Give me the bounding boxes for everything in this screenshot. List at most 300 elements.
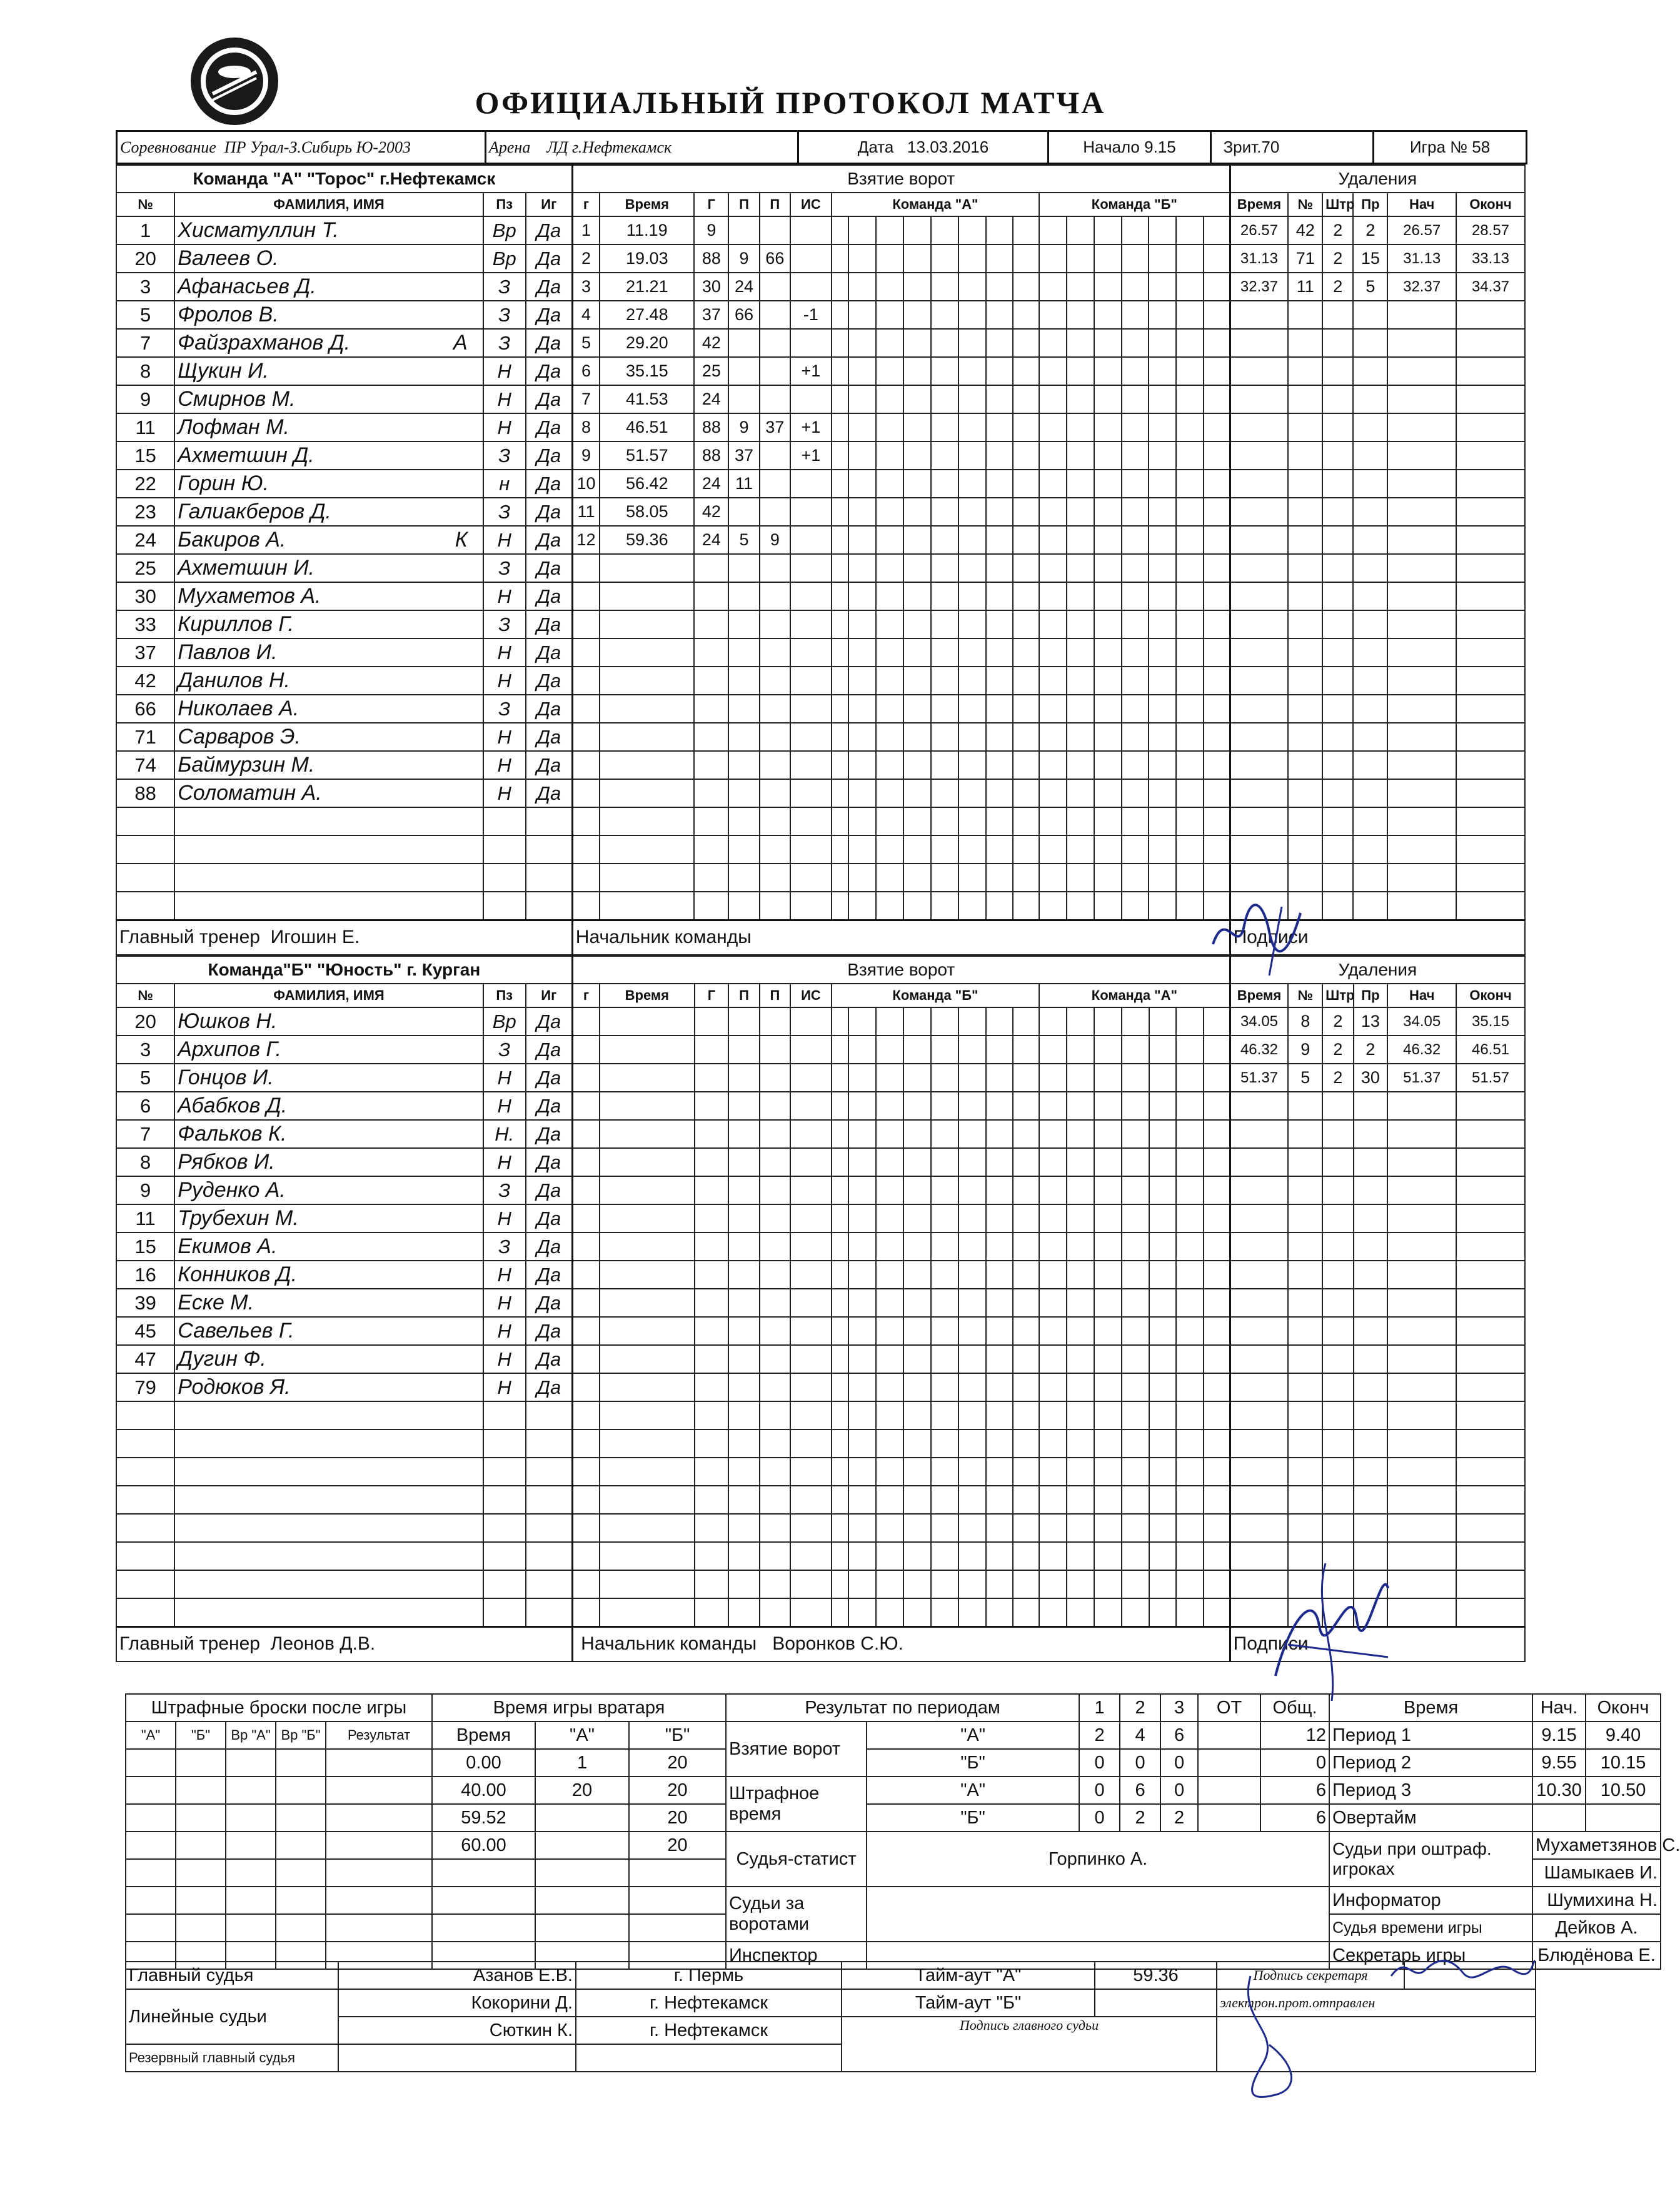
player-number: 66 — [116, 695, 174, 723]
onice-cell — [1122, 835, 1149, 864]
onice-cell — [903, 1570, 931, 1598]
onice-cell — [832, 216, 848, 245]
onice-cell — [1067, 301, 1094, 329]
goal-assist-1 — [728, 554, 759, 582]
penalty-reason: 13 — [1354, 1007, 1388, 1036]
goal-number: 7 — [572, 385, 600, 413]
onice-cell — [1039, 1233, 1067, 1261]
onice-cell — [848, 695, 876, 723]
onice-cell — [832, 751, 848, 779]
onice-cell — [1013, 807, 1039, 835]
onice-cell — [1176, 807, 1204, 835]
onice-cell — [1204, 1148, 1230, 1176]
penalty-start — [1387, 864, 1456, 892]
col-pen-end: Оконч — [1456, 193, 1525, 216]
onice-cell — [1039, 723, 1067, 751]
onice-cell — [848, 751, 876, 779]
player-played: Да — [526, 216, 573, 245]
onice-cell — [903, 441, 931, 470]
player-row — [116, 441, 1525, 470]
col-situation: ИС — [790, 193, 832, 216]
onice-cell — [1013, 1373, 1039, 1401]
onice-cell — [1067, 1401, 1094, 1429]
player-name: Юшков Н. — [174, 1007, 483, 1036]
player-played: Да — [526, 273, 573, 301]
onice-cell — [1204, 1261, 1230, 1289]
team-b-manager: Начальник команды Воронков С.Ю. — [572, 1626, 1230, 1661]
player-row — [116, 498, 1525, 526]
player-number — [116, 1458, 174, 1486]
onice-cell — [848, 1486, 876, 1514]
penalty-time — [1230, 1289, 1288, 1317]
onice-cell — [1204, 864, 1230, 892]
onice-cell — [1122, 470, 1149, 498]
onice-cell — [848, 1345, 876, 1373]
onice-cell — [1149, 1598, 1177, 1626]
goal-time: 58.05 — [600, 498, 694, 526]
col-goal-time: Время — [600, 193, 694, 216]
player-position — [483, 807, 526, 835]
empty-row — [116, 835, 1525, 864]
onice-cell — [1149, 245, 1176, 273]
penalty-minutes — [1322, 1458, 1353, 1486]
goal-situation — [790, 1317, 832, 1345]
penalty-minutes — [1322, 835, 1353, 864]
goal-scorer — [695, 1429, 729, 1458]
player-number — [116, 807, 174, 835]
goal-situation — [790, 385, 832, 413]
player-number: 45 — [116, 1317, 174, 1345]
player-row — [116, 1233, 1525, 1261]
goal-situation — [790, 723, 832, 751]
onice-cell — [1013, 1176, 1039, 1204]
period-end-col: Оконч — [1586, 1694, 1661, 1722]
goal-assist-2 — [760, 1345, 790, 1373]
onice-cell — [1149, 470, 1176, 498]
onice-cell — [1176, 695, 1204, 723]
penalty-player: 42 — [1288, 216, 1322, 245]
goal-scorer: 24 — [694, 385, 728, 413]
onice-cell — [848, 554, 876, 582]
penalty-player: 5 — [1288, 1064, 1322, 1092]
player-position — [483, 892, 526, 920]
onice-cell — [1204, 301, 1230, 329]
goal-scorer — [695, 1317, 729, 1345]
onice-cell — [832, 1514, 848, 1542]
onice-cell — [1067, 1429, 1094, 1458]
player-number: 15 — [116, 441, 174, 470]
onice-cell — [848, 470, 876, 498]
onice-cell — [1204, 1570, 1230, 1598]
onice-cell — [1094, 667, 1122, 695]
onice-cell — [1067, 441, 1094, 470]
onice-cell — [832, 582, 848, 610]
onice-cell — [1122, 695, 1149, 723]
onice-cell — [848, 1204, 876, 1233]
pen-b-ot — [1198, 1804, 1260, 1832]
goal-scorer: 42 — [694, 329, 728, 357]
player-row — [116, 329, 1525, 357]
penalty-player — [1288, 1598, 1322, 1626]
onice-cell — [1122, 273, 1149, 301]
penalty-end — [1456, 1429, 1525, 1458]
onice-cell — [931, 1429, 958, 1458]
onice-cell — [903, 1148, 931, 1176]
goal-situation — [790, 554, 832, 582]
goal-time — [600, 1486, 694, 1514]
onice-cell — [1149, 1401, 1177, 1429]
onice-cell — [1204, 441, 1230, 470]
penalty-player — [1288, 413, 1322, 441]
onice-cell — [958, 1007, 986, 1036]
player-name — [174, 807, 483, 835]
penalty-reason — [1354, 1458, 1388, 1486]
onice-cell — [1122, 413, 1149, 441]
onice-cell — [986, 385, 1014, 413]
onice-cell — [1176, 1120, 1204, 1148]
onice-cell — [876, 1429, 903, 1458]
penalty-time — [1230, 1486, 1288, 1514]
goal-assist-1: 24 — [728, 273, 759, 301]
penalty-end — [1456, 723, 1525, 751]
onice-cell — [1176, 779, 1204, 807]
onice-cell — [1122, 1261, 1149, 1289]
onice-cell — [1122, 1458, 1149, 1486]
onice-cell — [848, 245, 876, 273]
player-name: Баймурзин М. — [174, 751, 483, 779]
onice-cell — [876, 892, 903, 920]
goal-number — [572, 723, 600, 751]
onice-cell — [1122, 1176, 1149, 1204]
onice-cell — [1149, 1120, 1177, 1148]
penalty-time: 34.05 — [1230, 1007, 1288, 1036]
onice-cell — [1094, 216, 1122, 245]
onice-cell — [1013, 301, 1039, 329]
player-row — [116, 1261, 1525, 1289]
onice-cell — [832, 1233, 848, 1261]
player-played: Да — [526, 667, 573, 695]
onice-cell — [1204, 1486, 1230, 1514]
goal-situation: +1 — [790, 441, 832, 470]
pen-a-p1: 0 — [1079, 1777, 1120, 1804]
penalty-end — [1456, 1542, 1525, 1570]
empty-row — [116, 1458, 1525, 1486]
penalty-end — [1456, 1233, 1525, 1261]
goal-time: 27.48 — [600, 301, 694, 329]
onice-cell — [1149, 1570, 1177, 1598]
onice-cell — [1067, 526, 1094, 554]
game-number-cell: Игра № 58 — [1374, 131, 1527, 164]
goal-assist-2 — [760, 751, 790, 779]
goal-situation — [790, 1570, 832, 1598]
onice-cell — [903, 610, 931, 638]
col-goal-n: г — [572, 193, 600, 216]
team-a-roster — [116, 164, 1526, 955]
goal-situation — [790, 1007, 832, 1036]
goal-time — [600, 835, 694, 864]
onice-cell — [848, 1120, 876, 1148]
onice-cell — [931, 301, 958, 329]
referee-signature-box — [1217, 2017, 1536, 2072]
onice-cell — [903, 1345, 931, 1373]
onice-cell — [903, 1542, 931, 1570]
onice-cell — [1176, 1204, 1204, 1233]
goal-scorer: 30 — [694, 273, 728, 301]
onice-cell — [848, 1542, 876, 1570]
onice-cell — [903, 1514, 931, 1542]
onice-cell — [832, 638, 848, 667]
onice-cell — [1094, 470, 1122, 498]
player-played: Да — [526, 751, 573, 779]
goal-number — [572, 1317, 600, 1345]
timekeeper-label: Судья времени игры — [1329, 1914, 1532, 1942]
onice-cell — [1204, 779, 1230, 807]
onice-cell — [1013, 1345, 1039, 1373]
goal-assist-1 — [728, 1289, 759, 1317]
player-position: З — [483, 554, 526, 582]
onice-cell — [1067, 273, 1094, 301]
onice-cell — [903, 1373, 931, 1401]
onice-cell — [832, 301, 848, 329]
penalty-end — [1456, 1092, 1525, 1120]
onice-cell — [848, 1598, 876, 1626]
goal-assist-2 — [760, 723, 790, 751]
goal-situation — [790, 1148, 832, 1176]
onice-cell — [986, 667, 1014, 695]
onice-cell — [1094, 1092, 1122, 1120]
goal-assist-1 — [728, 1176, 759, 1204]
goal-scorer — [695, 1261, 729, 1289]
onice-cell — [1067, 554, 1094, 582]
player-name: Руденко А. — [174, 1176, 483, 1204]
onice-cell — [1039, 892, 1067, 920]
goal-assist-2 — [760, 1092, 790, 1120]
onice-cell — [1013, 723, 1039, 751]
goal-situation — [790, 1204, 832, 1233]
penalty-end: 51.57 — [1456, 1064, 1525, 1092]
onice-cell — [848, 638, 876, 667]
onice-cell — [876, 1345, 903, 1373]
penalty-minutes — [1322, 301, 1353, 329]
onice-cell — [1067, 695, 1094, 723]
onice-cell — [1094, 1007, 1122, 1036]
onice-cell — [931, 695, 958, 723]
penalty-time: 26.57 — [1230, 216, 1288, 245]
goal-time — [600, 1064, 694, 1092]
onice-cell — [1013, 273, 1039, 301]
shootout-col-b: "Б" — [176, 1722, 226, 1749]
onice-cell — [848, 864, 876, 892]
penalty-minutes: 2 — [1322, 216, 1353, 245]
goal-number — [572, 1289, 600, 1317]
player-row — [116, 554, 1525, 582]
team-a-goals-title: Взятие ворот — [572, 165, 1230, 193]
player-number — [116, 864, 174, 892]
spectators-cell: Зрит.70 — [1211, 131, 1374, 164]
onice-cell — [931, 1233, 958, 1261]
onice-cell — [1176, 1458, 1204, 1486]
shootout-col-goalie-b: Вр "Б" — [276, 1722, 326, 1749]
goal-assist-1: 66 — [728, 301, 759, 329]
goal-number — [572, 1120, 600, 1148]
onice-cell — [832, 1345, 848, 1373]
onice-cell — [832, 1204, 848, 1233]
goalie-time-row-4: 60.00 — [432, 1832, 535, 1859]
goal-assist-1 — [728, 1458, 759, 1486]
team-a-coach: Главный тренер Игошин Е. — [116, 920, 572, 955]
goal-number — [572, 807, 600, 835]
reserve-referee-label: Резервный главный судья — [126, 2044, 338, 2072]
player-row — [116, 1373, 1525, 1401]
onice-cell — [903, 638, 931, 667]
onice-cell — [931, 892, 958, 920]
penalty-end — [1456, 835, 1525, 864]
penalty-player: 11 — [1288, 273, 1322, 301]
onice-cell — [876, 779, 903, 807]
goal-time — [600, 1233, 694, 1261]
onice-cell — [876, 582, 903, 610]
onice-cell — [986, 1542, 1014, 1570]
player-name: Фролов В. — [174, 301, 483, 329]
goal-scorer: 25 — [694, 357, 728, 385]
onice-cell — [1149, 1345, 1177, 1373]
onice-cell — [1176, 1401, 1204, 1429]
onice-cell — [1122, 1514, 1149, 1542]
player-row — [116, 751, 1525, 779]
onice-cell — [1039, 835, 1067, 864]
empty-row — [116, 1486, 1525, 1514]
penalty-player — [1288, 1317, 1322, 1345]
penalty-box-label: Судьи при оштраф. игроках — [1329, 1832, 1532, 1887]
onice-cell — [931, 667, 958, 695]
onice-cell — [931, 1317, 958, 1345]
onice-cell — [903, 1289, 931, 1317]
goal-assist-1 — [728, 1345, 759, 1373]
onice-cell — [1204, 695, 1230, 723]
onice-cell — [1039, 864, 1067, 892]
goal-assist-1 — [728, 1148, 759, 1176]
onice-cell — [1122, 638, 1149, 667]
penalty-end — [1456, 1148, 1525, 1176]
onice-cell — [958, 864, 986, 892]
onice-cell — [958, 1570, 986, 1598]
goal-scorer: 37 — [694, 301, 728, 329]
onice-cell — [832, 807, 848, 835]
penalty-end — [1456, 1458, 1525, 1486]
goal-assist-1: 11 — [728, 470, 759, 498]
onice-cell — [1149, 1486, 1177, 1514]
onice-cell — [876, 216, 903, 245]
onice-cell — [1176, 1542, 1204, 1570]
goal-time — [600, 1007, 694, 1036]
onice-cell — [876, 441, 903, 470]
penalty-player — [1288, 864, 1322, 892]
onice-cell — [1013, 413, 1039, 441]
player-position: Н — [483, 638, 526, 667]
onice-cell — [1039, 1486, 1067, 1514]
player-name: Архипов Г. — [174, 1036, 483, 1064]
onice-cell — [876, 329, 903, 357]
penalty-minutes — [1322, 1120, 1353, 1148]
player-played: Да — [526, 1373, 573, 1401]
onice-cell — [1176, 892, 1204, 920]
penalty-reason — [1354, 1289, 1388, 1317]
player-name — [174, 864, 483, 892]
penalty-start — [1387, 554, 1456, 582]
penalty-reason — [1354, 1486, 1388, 1514]
penalty-time — [1230, 1148, 1288, 1176]
penalty-end — [1456, 638, 1525, 667]
goal-assist-1 — [728, 610, 759, 638]
penalty-time — [1230, 1458, 1288, 1486]
player-number: 23 — [116, 498, 174, 526]
player-name: Родюков Я. — [174, 1373, 483, 1401]
goal-scorer — [695, 1514, 729, 1542]
penalty-minutes — [1322, 751, 1353, 779]
onice-cell — [1067, 667, 1094, 695]
player-position — [483, 1429, 526, 1458]
onice-cell — [931, 1345, 958, 1373]
player-number: 42 — [116, 667, 174, 695]
player-number: 9 — [116, 1176, 174, 1204]
onice-cell — [1039, 1007, 1067, 1036]
onice-cell — [848, 357, 876, 385]
onice-cell — [1094, 1233, 1122, 1261]
goal-assist-2 — [760, 554, 790, 582]
onice-cell — [986, 1233, 1014, 1261]
col-onice-team-a: Команда "А" — [1039, 984, 1230, 1007]
penalty-minutes — [1322, 1317, 1353, 1345]
onice-cell — [848, 1064, 876, 1092]
goal-time: 35.15 — [600, 357, 694, 385]
goal-situation: -1 — [790, 301, 832, 329]
onice-cell — [903, 582, 931, 610]
player-position: З — [483, 1233, 526, 1261]
goal-assist-1 — [728, 807, 759, 835]
penalty-time — [1230, 357, 1288, 385]
penalty-player — [1288, 835, 1322, 864]
goal-assist-1 — [728, 1261, 759, 1289]
onice-cell — [958, 835, 986, 864]
penalty-minutes — [1322, 1373, 1353, 1401]
onice-cell — [1149, 441, 1176, 470]
penalty-time — [1230, 864, 1288, 892]
goal-scorer — [694, 807, 728, 835]
player-played: Да — [526, 1204, 573, 1233]
goal-number — [572, 1570, 600, 1598]
empty-row — [116, 1429, 1525, 1458]
onice-cell — [1149, 1542, 1177, 1570]
goal-assist-1 — [728, 1317, 759, 1345]
player-name: Ахметшин Д. — [174, 441, 483, 470]
col-pen-time: Время — [1230, 984, 1288, 1007]
penalty-reason — [1353, 779, 1387, 807]
col-goal-scorer: Г — [695, 984, 729, 1007]
penalty-time — [1230, 835, 1288, 864]
onice-cell — [876, 1148, 903, 1176]
onice-cell — [1122, 357, 1149, 385]
competition-cell: Соревнование ПР Урал-З.Сибирь Ю-2003 — [117, 131, 486, 164]
onice-cell — [1176, 667, 1204, 695]
onice-cell — [1039, 1092, 1067, 1120]
penalty-reason — [1353, 667, 1387, 695]
penalty-box-judge-2: Шамыкаев И. — [1532, 1859, 1661, 1887]
player-row — [116, 667, 1525, 695]
onice-cell — [876, 751, 903, 779]
goal-assist-1 — [728, 779, 759, 807]
penalty-player — [1288, 667, 1322, 695]
onice-cell — [986, 807, 1014, 835]
